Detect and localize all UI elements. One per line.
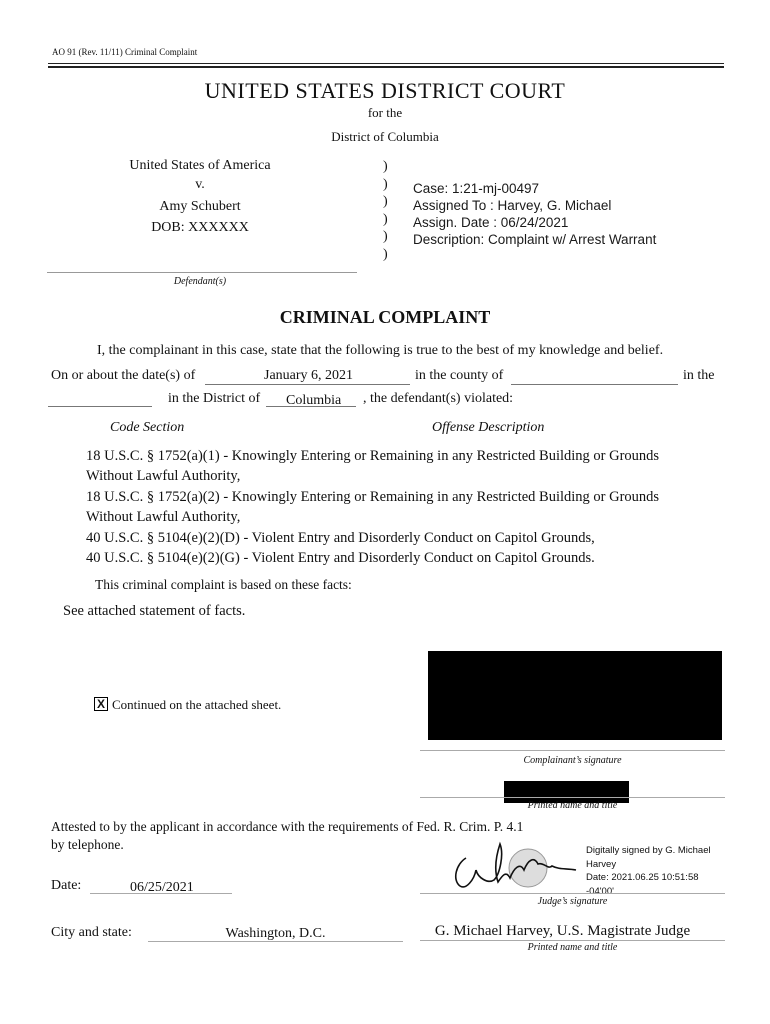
complainant-signature-label: Complainant’s signature	[523, 755, 622, 766]
assign-date: Assign. Date : 06/24/2021	[413, 215, 569, 230]
complaint-heading: CRIMINAL COMPLAINT	[279, 307, 491, 327]
county-underline	[511, 384, 678, 385]
county-text: in the county of	[415, 368, 504, 383]
blank-underline	[48, 406, 152, 407]
assigned-to: Assigned To : Harvey, G. Michael	[413, 198, 612, 213]
case-stamp	[413, 180, 656, 248]
facts-text: See attached statement of facts.	[63, 603, 246, 619]
header-rule-1	[48, 63, 724, 64]
judge-signature-image	[448, 840, 588, 900]
judge-signature-label: Judge’s signature	[537, 896, 608, 907]
paren: )	[383, 176, 388, 192]
district-line-suffix: , the defendant(s) violated:	[363, 391, 514, 406]
offense-line: 40 U.S.C. § 5104(e)(2)(G) - Violent Entry and Disorderly Conduct on Capitol Grounds.	[86, 550, 595, 567]
offense-date: January 6, 2021	[264, 368, 354, 383]
continued-label: Continued on the attached sheet.	[112, 697, 282, 712]
header-rule-2	[48, 66, 724, 68]
code-section-header: Code Section	[110, 420, 185, 435]
date-line-prefix: On or about the date(s) of	[51, 368, 196, 383]
paren: )	[383, 229, 388, 244]
digital-signature-line: -04'00'	[586, 885, 614, 897]
date-value: 06/25/2021	[130, 880, 194, 895]
digital-signature-note	[586, 844, 711, 898]
offense-line: Without Lawful Authority,	[86, 509, 241, 526]
intro-statement: I, the complainant in this case, state that the following is true to the best of my knowledge and belief.	[97, 343, 664, 358]
paren: )	[383, 211, 388, 227]
based-on-text: This criminal complaint is based on these facts:	[95, 577, 352, 592]
paren: )	[383, 159, 388, 174]
date-underline	[205, 384, 410, 385]
continued-checkbox[interactable]: X	[94, 697, 108, 711]
offense-line: Without Lawful Authority,	[86, 468, 241, 485]
for-the-text: for the	[367, 105, 403, 120]
offense-line: 40 U.S.C. § 5104(e)(2)(D) - Violent Entry and Disorderly Conduct on Capitol Grounds,	[86, 529, 595, 546]
attestation-line: by telephone.	[51, 837, 124, 852]
attestation-line: Attested to by the applicant in accordance with the requirements of Fed. R. Crim. P. 4.1	[51, 819, 524, 834]
city-value: Washington, D.C.	[225, 926, 326, 941]
defendant-dob: DOB: XXXXXX	[151, 220, 249, 235]
city-label: City and state:	[51, 925, 132, 940]
date-line-suffix: in the	[683, 368, 715, 383]
paren: )	[383, 194, 388, 209]
court-title: UNITED STATES DISTRICT COURT	[204, 78, 566, 103]
redacted-complainant-signature	[428, 651, 722, 740]
offense-description-header: Offense Description	[432, 420, 545, 435]
printed-name-label-1: Printed name and title	[527, 800, 618, 811]
judge-name: G. Michael Harvey, U.S. Magistrate Judge	[434, 923, 691, 939]
digital-signature-line: Harvey	[586, 858, 617, 870]
printed-name-label-2: Printed name and title	[527, 942, 618, 953]
seal-watermark	[509, 849, 547, 887]
district-line-prefix: in the District of	[168, 391, 261, 406]
defendant-line	[47, 272, 357, 273]
defendant-name: Amy Schubert	[159, 199, 241, 214]
digital-signature-line: Date: 2021.06.25 10:51:58	[586, 872, 699, 883]
offense-list	[86, 446, 659, 568]
violation-district: Columbia	[286, 393, 342, 408]
paren: )	[383, 246, 388, 262]
case-description: Description: Complaint w/ Arrest Warrant	[413, 232, 657, 247]
caption-parens	[383, 158, 388, 263]
case-number: Case: 1:21-mj-00497	[413, 181, 540, 196]
plaintiff-name: United States of America	[129, 158, 271, 173]
versus-text: v.	[195, 177, 205, 192]
district-name: District of Columbia	[331, 129, 439, 144]
printed-name-line-2	[420, 940, 725, 941]
digital-signature-line: Digitally signed by G. Michael	[586, 845, 711, 856]
offense-line: 18 U.S.C. § 1752(a)(1) - Knowingly Entering or Remaining in any Restricted Building or Grounds	[86, 448, 660, 464]
form-id: AO 91 (Rev. 11/11) Criminal Complaint	[52, 47, 198, 57]
offense-line: 18 U.S.C. § 1752(a)(2) - Knowingly Entering or Remaining in any Restricted Building or Grounds	[86, 488, 660, 505]
judge-signature-line	[420, 893, 725, 894]
date-label: Date:	[51, 878, 82, 893]
printed-name-line-1	[420, 797, 725, 798]
complainant-signature-line	[420, 750, 725, 751]
defendant-label: Defendant(s)	[173, 276, 227, 287]
